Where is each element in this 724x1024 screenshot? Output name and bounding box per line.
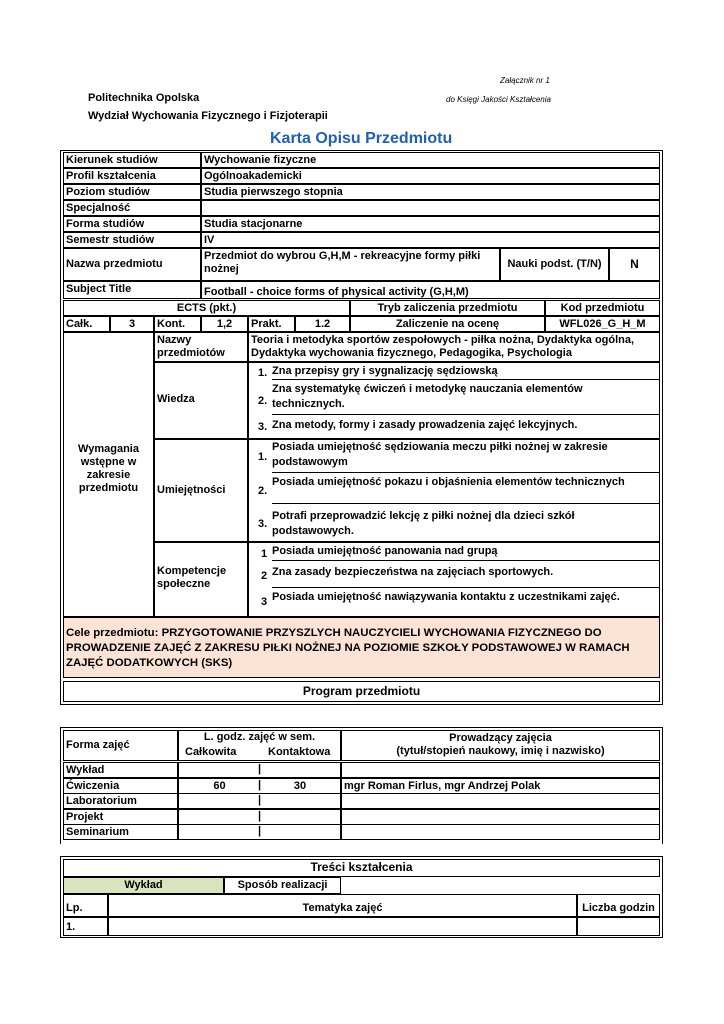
subject-name-label: Nazwa przedmiotu	[63, 248, 201, 281]
hours-header: L. godz. zajęć w sem.	[203, 731, 316, 743]
knowledge-number: 2.	[258, 395, 268, 407]
contact-hours	[260, 824, 341, 840]
subject-title-value: Football - choice forms of physical activity (G,H,M)	[201, 281, 660, 299]
contact-hours	[260, 793, 341, 809]
info-label: Poziom studiów	[63, 184, 201, 200]
hours-count-header: Liczba godzin	[577, 894, 660, 917]
topic-header: Tematyka zajęć	[108, 894, 577, 917]
divider	[272, 560, 660, 561]
knowledge-item: Zna systematykę ćwiczeń i metodykę nauczania elementów technicznych.	[272, 383, 583, 410]
content-row-topic	[108, 917, 577, 936]
social-number: 1	[261, 548, 268, 560]
total-hours	[178, 824, 260, 840]
info-value: Studia pierwszego stopnia	[201, 184, 660, 200]
form-type: Ćwiczenia	[63, 778, 178, 794]
form-type: Seminarium	[63, 824, 178, 840]
annex-label: Załącznik nr 1	[500, 76, 550, 85]
subject-title-label: Subject Title	[63, 281, 201, 299]
page-title: Karta Opisu Przedmiotu	[270, 130, 453, 147]
total-hours: 60	[178, 778, 260, 794]
hours-separator: |	[258, 763, 262, 775]
social-number: 2	[261, 570, 268, 582]
program-title: Program przedmiotu	[63, 681, 660, 702]
social-item: Zna zasady bezpieczeństwa na zajęciach sportowych.	[272, 566, 554, 578]
knowledge-item: Zna przepisy gry i sygnalizację sędziowską	[272, 365, 498, 377]
hours-separator: |	[258, 794, 262, 806]
teacher-name	[341, 793, 660, 809]
teacher-name	[341, 824, 660, 840]
divider	[272, 414, 660, 415]
contact-hours: 30	[260, 778, 341, 794]
form-type: Laboratorium	[63, 793, 178, 809]
divider	[272, 379, 660, 380]
info-value: Ogólnoakademicki	[201, 168, 660, 184]
content-title: Treści kształcenia	[63, 859, 660, 877]
skills-item: Posiada umiejętność sędziowania meczu piłki nożnej w zakresie podstawowym	[272, 441, 608, 468]
assessment-mode-value: Zaliczenie na ocenę	[350, 316, 545, 332]
contact-hours	[260, 809, 341, 825]
form-header: Forma zajęć	[63, 730, 178, 761]
university-name: Politechnika Opolska	[88, 92, 200, 104]
form-type: Projekt	[63, 809, 178, 825]
total-hours	[178, 762, 260, 778]
info-label: Profil kształcenia	[63, 168, 201, 184]
practical-ects-label: Prakt.	[248, 316, 295, 332]
skills-item: Posiada umiejętność pokazu i objaśnienia elementów technicznych	[272, 476, 625, 488]
info-label: Kierunek studiów	[63, 152, 201, 168]
teacher-subheader: (tytuł/stopień naukowy, imię i nazwisko)	[396, 745, 605, 757]
code-header: Kod przedmiotu	[545, 300, 660, 316]
info-value: IV	[201, 232, 660, 248]
content-row-hours	[577, 917, 660, 936]
skills-number: 2.	[258, 485, 268, 497]
skills-item: Potrafi przeprowadzić lekcję z piłki nożnej dla dzieci szkół podstawowych.	[272, 510, 575, 537]
subject-code-value: WFL026_G_H_M	[545, 316, 660, 332]
hours-separator: |	[258, 779, 262, 791]
course-goals: Cele przedmiotu: PRZYGOTOWANIE PRZYSZLYCH NAUCZYCIELI WYCHOWANIA FIZYCZNEGO DO PROWADZENIE ZAJĘĆ Z ZAKRESU PIŁKI NOŻNEJ NA POZIOMIE SZKOŁY PODSTAWOWEJ W RAMACH ZAJĘĆ DODATKOWYCH (SKS)	[63, 617, 660, 678]
skills-number: 1.	[258, 451, 268, 463]
contact-hours-header: Kontaktowa	[268, 746, 331, 758]
social-number: 3	[261, 596, 268, 608]
faculty-name: Wydział Wychowania Fizycznego i Fizjoterapii	[88, 110, 328, 122]
total-hours-header: Całkowita	[185, 746, 237, 758]
divider	[272, 587, 660, 588]
info-label: Semestr studiów	[63, 232, 201, 248]
divider	[272, 503, 660, 504]
book-reference: do Księgi Jakości Kształcenia	[446, 95, 551, 104]
knowledge-number: 1.	[258, 367, 268, 379]
knowledge-item: Zna metody, formy i zasady prowadzenia zajęć lekcyjnych.	[272, 419, 578, 431]
hours-separator: |	[258, 825, 262, 837]
prerequisite-names-label: Nazwy przedmiotów	[154, 332, 248, 362]
info-label: Specjalność	[63, 200, 201, 216]
basic-sciences-label: Nauki podst. (T/N)	[500, 248, 609, 281]
teacher-name: mgr Roman Firlus, mgr Andrzej Polak	[341, 778, 660, 794]
info-value: Studia stacjonarne	[201, 216, 660, 232]
knowledge-label: Wiedza	[154, 362, 248, 439]
practical-ects-value: 1.2	[295, 316, 350, 332]
method-label: Sposób realizacji	[224, 877, 341, 894]
teacher-name	[341, 762, 660, 778]
total-ects-label: Całk.	[63, 316, 110, 332]
social-competence-label: Kompetencje społeczne	[154, 542, 248, 617]
knowledge-number: 3.	[258, 421, 268, 433]
contact-ects-value: 1,2	[201, 316, 248, 332]
info-value	[201, 200, 660, 216]
content-row-lp: 1.	[63, 917, 108, 936]
prerequisite-names-value: Teoria i metodyka sportów zespołowych - piłka nożna, Dydaktyka ogólna, Dydaktyka wychowania fizycznego, Pedagogika, Psychologia	[248, 332, 660, 362]
total-hours	[178, 809, 260, 825]
basic-sciences-value: N	[609, 248, 660, 281]
teacher-name	[341, 809, 660, 825]
ects-header: ECTS (pkt.)	[63, 300, 350, 316]
subject-name-value: Przedmiot do wybrou G,H,M - rekreacyjne formy piłki nożnej	[201, 248, 500, 281]
teacher-header: Prowadzący zajęcia	[449, 732, 552, 744]
total-ects-value: 3	[110, 316, 154, 332]
info-label: Forma studiów	[63, 216, 201, 232]
skills-number: 3.	[258, 518, 268, 530]
mode-header: Tryb zaliczenia przedmiotu	[350, 300, 545, 316]
info-value: Wychowanie fizyczne	[201, 152, 660, 168]
hours-separator: |	[258, 810, 262, 822]
contact-ects-label: Kont.	[154, 316, 201, 332]
skills-label: Umiejętności	[154, 439, 248, 542]
social-item: Posiada umiejętność panowania nad grupą	[272, 545, 498, 557]
requirements-label: Wymagania wstępne w zakresie przedmiotu	[63, 332, 154, 617]
total-hours	[178, 793, 260, 809]
divider	[272, 472, 660, 473]
lecture-label: Wykład	[63, 877, 224, 894]
social-item: Posiada umiejętność nawiązywania kontaktu z uczestnikami zajęć.	[272, 591, 620, 603]
teacher-header-box	[341, 730, 660, 761]
lp-header: Lp.	[63, 894, 108, 917]
form-type: Wykład	[63, 762, 178, 778]
contact-hours	[260, 762, 341, 778]
